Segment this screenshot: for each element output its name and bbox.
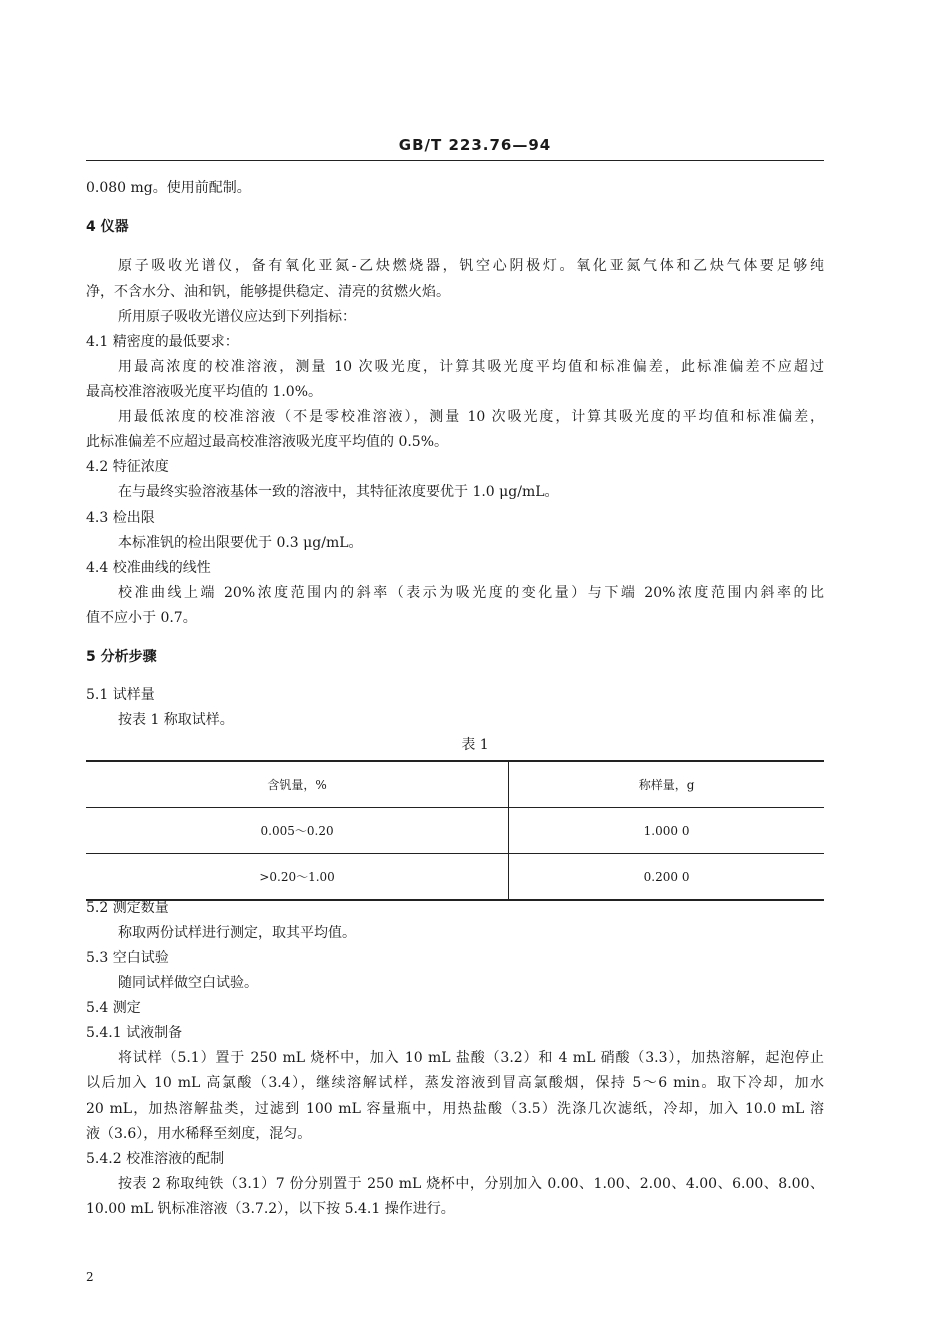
- section-5-4-1-heading: 5.4.1 试液制备: [86, 1025, 183, 1041]
- table-caption: 表 1: [461, 737, 489, 753]
- continued-text: 0.080 mg。使用前配制。: [86, 180, 251, 196]
- section-5-heading: 5 分析步骤: [86, 649, 157, 665]
- paragraph: 净，不含水分、油和钒，能够提供稳定、清亮的贫燃火焰。: [86, 284, 450, 300]
- paragraph: 10.00 mL 钒标准溶液（3.7.2），以下按 5.4.1 操作进行。: [86, 1201, 455, 1217]
- paragraph: 20 mL，加热溶解盐类，过滤到 100 mL 容量瓶中，用热盐酸（3.5）洗涤几次滤纸，冷却，加入 10.0 mL 溶: [86, 1101, 824, 1117]
- paragraph: 用最低浓度的校准溶液（不是零校准溶液），测量 10 次吸光度，计算其吸光度的平均值和标准偏差，: [118, 409, 824, 425]
- table-header-sample-mass: 称样量，g: [509, 761, 824, 808]
- paragraph: 以后加入 10 mL 高氯酸（3.4），继续溶解试样，蒸发溶液到冒高氯酸烟，保持 5～6 min。取下冷却，加水: [86, 1075, 824, 1091]
- standard-header: GB/T 223.76—94: [398, 136, 552, 154]
- paragraph: 原子吸收光谱仪，备有氧化亚氮-乙炔燃烧器，钒空心阴极灯。氧化亚氮气体和乙炔气体要足够纯: [118, 258, 824, 274]
- section-5-4-heading: 5.4 测定: [86, 1000, 141, 1016]
- section-5-1-heading: 5.1 试样量: [86, 687, 155, 703]
- table-cell: >0.20～1.00: [86, 854, 509, 901]
- table-1: [86, 760, 824, 901]
- paragraph: 在与最终实验溶液基体一致的溶液中，其特征浓度要优于 1.0 μg/mL。: [118, 484, 559, 500]
- section-5-2-heading: 5.2 测定数量: [86, 900, 169, 916]
- paragraph: 值不应小于 0.7。: [86, 610, 197, 626]
- table-cell: 0.200 0: [509, 854, 824, 901]
- paragraph: 称取两份试样进行测定，取其平均值。: [118, 925, 356, 941]
- table-cell: 0.005～0.20: [86, 808, 509, 854]
- section-5-3-heading: 5.3 空白试验: [86, 950, 169, 966]
- paragraph: 校准曲线上端 20%浓度范围内的斜率（表示为吸光度的变化量）与下端 20%浓度范围内斜率的比: [118, 585, 824, 601]
- section-4-4-heading: 4.4 校准曲线的线性: [86, 560, 211, 576]
- section-4-1-heading: 4.1 精密度的最低要求：: [86, 334, 239, 350]
- paragraph: 本标准钒的检出限要优于 0.3 μg/mL。: [118, 535, 363, 551]
- table-row: [86, 854, 824, 901]
- paragraph: 此标准偏差不应超过最高校准溶液吸光度平均值的 0.5%。: [86, 434, 449, 450]
- paragraph: 最高校准溶液吸光度平均值的 1.0%。: [86, 384, 323, 400]
- table-header-vanadium-content: 含钒量，%: [86, 761, 509, 808]
- paragraph: 用最高浓度的校准溶液，测量 10 次吸光度，计算其吸光度平均值和标准偏差，此标准偏差不应超过: [118, 359, 824, 375]
- paragraph: 所用原子吸收光谱仪应达到下列指标：: [118, 309, 356, 325]
- section-4-heading: 4 仪器: [86, 219, 129, 235]
- header-rule: [86, 160, 824, 161]
- section-4-3-heading: 4.3 检出限: [86, 510, 155, 526]
- paragraph: 随同试样做空白试验。: [118, 975, 258, 991]
- section-5-4-2-heading: 5.4.2 校准溶液的配制: [86, 1151, 225, 1167]
- section-4-2-heading: 4.2 特征浓度: [86, 459, 169, 475]
- paragraph: 将试样（5.1）置于 250 mL 烧杯中，加入 10 mL 盐酸（3.2）和 4 mL 硝酸（3.3），加热溶解，起泡停止: [118, 1050, 824, 1066]
- table-cell: 1.000 0: [509, 808, 824, 854]
- paragraph: 按表 1 称取试样。: [118, 712, 234, 728]
- page-number: 2: [86, 1270, 94, 1284]
- paragraph: 按表 2 称取纯铁（3.1）7 份分别置于 250 mL 烧杯中，分别加入 0.00、1.00、2.00、4.00、6.00、8.00、: [118, 1176, 824, 1192]
- table-row: [86, 808, 824, 854]
- paragraph: 液（3.6），用水稀释至刻度，混匀。: [86, 1126, 312, 1142]
